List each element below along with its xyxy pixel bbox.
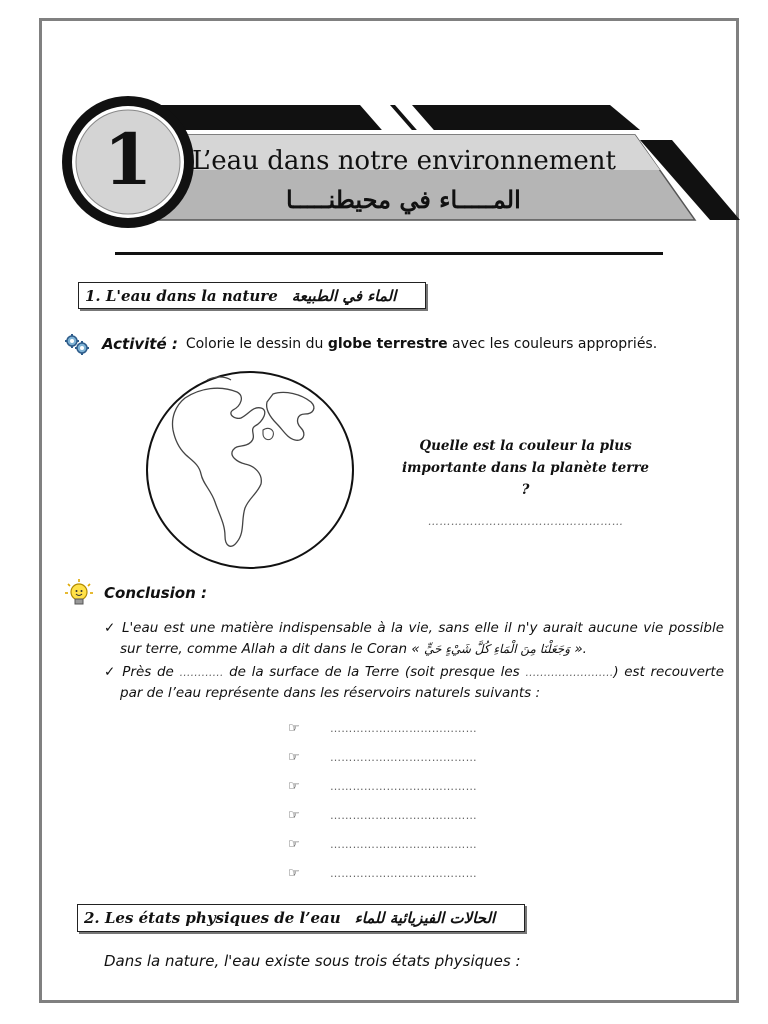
chapter-title: L’eau dans notre environnement bbox=[192, 146, 616, 176]
gears-icon bbox=[64, 333, 90, 355]
list-item: ☞ ………………………………… bbox=[288, 721, 477, 736]
activity-text: Colorie le dessin du globe terrestre avec les couleurs appropriés. bbox=[185, 336, 658, 352]
answer-line: …………………………………………… bbox=[427, 515, 624, 528]
activity-instruction bbox=[64, 333, 657, 355]
conclusion-label: Conclusion : bbox=[104, 584, 207, 602]
pointing-hand-icon: ☞ bbox=[288, 837, 300, 852]
pointing-hand-icon: ☞ bbox=[288, 779, 300, 794]
activity-label: Activité : bbox=[102, 335, 178, 353]
section-1-title-arabic: الماء في الطبيعة bbox=[291, 286, 397, 305]
pointing-hand-icon: ☞ bbox=[288, 750, 300, 765]
section-1-heading bbox=[78, 282, 426, 309]
question-line-2: importante dans la planète terre ? bbox=[401, 460, 650, 498]
divider-line bbox=[115, 252, 663, 255]
pointing-hand-icon: ☞ bbox=[288, 808, 300, 823]
list-item: ☞ ………………………………… bbox=[288, 837, 477, 852]
conclusion-heading bbox=[64, 578, 207, 608]
section-1-title: 1. L'eau dans la nature bbox=[85, 286, 278, 305]
conclusion-bullets bbox=[104, 618, 724, 706]
list-item: ☞ ………………………………… bbox=[288, 779, 477, 794]
question-block bbox=[398, 435, 653, 533]
conclusion-bullet-1: ✓ L'eau est une matière indispensable à la vie, sans elle il n'y aurait aucune vie possible sur terre, comme Allah a dit dans le Coran « وَجَعَلْنَا مِنَ الْمَاءِ كُلَّ شَيْءٍ حَيٍّ ». bbox=[104, 620, 724, 657]
pointing-hand-icon: ☞ bbox=[288, 866, 300, 881]
list-item: ☞ ………………………………… bbox=[288, 808, 477, 823]
lightbulb-icon bbox=[64, 578, 94, 608]
section-2-heading bbox=[77, 904, 525, 932]
list-item: ☞ ………………………………… bbox=[288, 866, 477, 881]
reservoir-list bbox=[288, 714, 528, 888]
states-intro-paragraph: Dans la nature, l'eau existe sous trois états physiques : bbox=[104, 952, 521, 970]
globe-drawing bbox=[145, 370, 355, 570]
section-2-title: 2. Les états physiques de l’eau bbox=[84, 909, 341, 927]
question-line-1: Quelle est la couleur la plus bbox=[419, 438, 632, 454]
conclusion-bullet-2: ✓ Près de ………… de la surface de la Terre (soit presque les ……………………) est recouverte par de l’eau représente dans les réservoirs naturels suivants : bbox=[104, 664, 725, 701]
list-item: ☞ ………………………………… bbox=[288, 750, 477, 765]
chapter-number: 1 bbox=[103, 118, 153, 201]
section-2-title-arabic: الحالات الفيزيائية للماء bbox=[354, 909, 496, 927]
pointing-hand-icon: ☞ bbox=[288, 721, 300, 736]
chapter-title-arabic: المـــــاء في محيطنـــــا bbox=[286, 185, 521, 214]
